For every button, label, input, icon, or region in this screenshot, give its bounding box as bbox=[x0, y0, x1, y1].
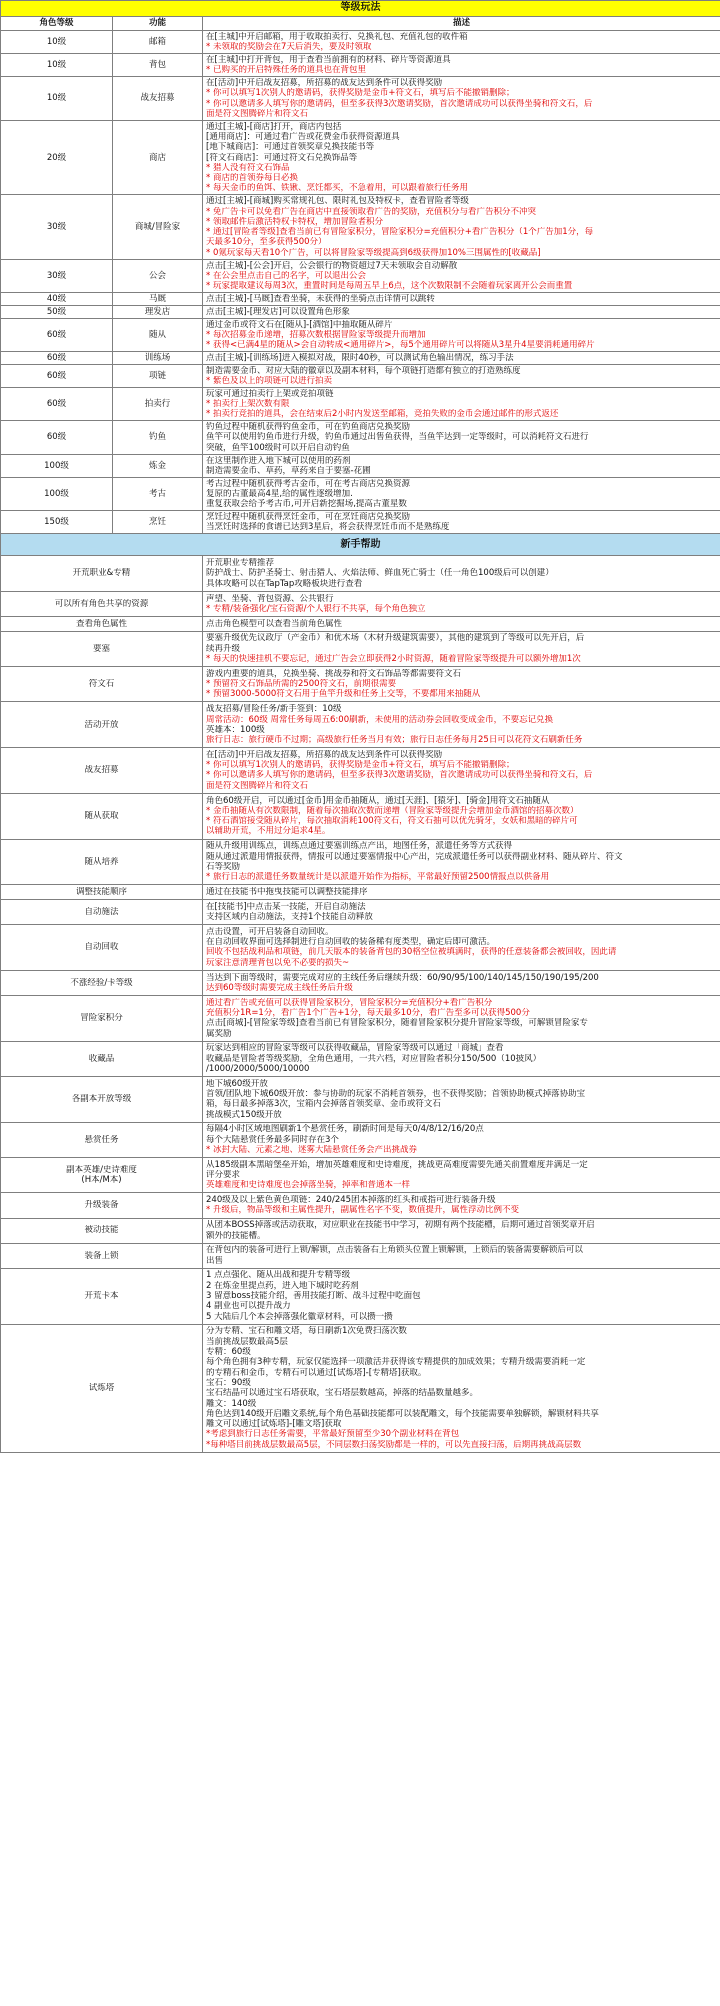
level-row bbox=[1, 120, 720, 195]
newbie-row bbox=[1, 995, 720, 1041]
level-row bbox=[1, 352, 720, 365]
topic-cell bbox=[1, 1158, 203, 1193]
description-line: 在背包内的装备可进行上锁/解锁，点击装备右上角锁头位置上锁解锁，上锁后的装备需要解锁后可以 bbox=[206, 1245, 583, 1256]
note-line: 通过看广告或充值可以获得冒险家积分，冒险家积分=充值积分+看广告积分 bbox=[206, 997, 493, 1008]
topic-label: 随从培养 bbox=[84, 856, 119, 867]
description-line: 突破，鱼竿100级时可以开启自动钓鱼 bbox=[206, 442, 350, 453]
topic-cell bbox=[1, 1268, 203, 1324]
level-cell: 100级 bbox=[1, 454, 113, 477]
function-cell: 拍卖行 bbox=[113, 388, 203, 421]
newbie-section-header bbox=[1, 534, 720, 556]
function-cell: 随从 bbox=[113, 318, 203, 351]
topic-cell bbox=[1, 1122, 203, 1157]
column-header-function: 功能 bbox=[113, 17, 203, 31]
description-line: 在[主城]中开启邮箱，用于收取拍卖行、兑换礼包、充值礼包的收件箱 bbox=[206, 31, 468, 42]
function-cell: 马厩 bbox=[113, 293, 203, 306]
function-cell: 考古 bbox=[113, 477, 203, 510]
description-line: 钓鱼过程中随机获得钓鱼金币，可在钓鱼商店兑换奖励 bbox=[206, 422, 411, 433]
newbie-row-description bbox=[203, 1324, 720, 1452]
note-line: * 预留符文石饰品所需的2500符文石，前期很需要 bbox=[206, 679, 397, 690]
newbie-section-title: 新手帮助 bbox=[1, 534, 720, 556]
topic-label: 收藏品 bbox=[88, 1053, 115, 1064]
level-row-description bbox=[203, 454, 720, 477]
topic-cell bbox=[1, 839, 203, 885]
topic-cell bbox=[1, 748, 203, 794]
level-row bbox=[1, 305, 720, 318]
newbie-row bbox=[1, 1243, 720, 1268]
function-cell: 炼金 bbox=[113, 454, 203, 477]
newbie-row-description bbox=[203, 631, 720, 666]
note-line: * 专精/装备强化/宝石资源/个人银行不共享，每个角色独立 bbox=[206, 603, 426, 614]
topic-label: 升级装备 bbox=[84, 1200, 119, 1211]
newbie-row-description bbox=[203, 591, 720, 616]
description-line: 游戏内重要的道具，兑换坐骑、挑战券和符文石饰品等都需要符文石 bbox=[206, 668, 462, 679]
note-line: 旅行日志：旅行硬币不过期；高级旅行任务当月有效；旅行日志任务每月25日可以花符文石刷新任务 bbox=[206, 735, 583, 746]
description-line: 专精：60级 bbox=[206, 1347, 251, 1358]
newbie-row-description bbox=[203, 748, 720, 794]
newbie-row-description bbox=[203, 793, 720, 839]
description-line: 复原的古董最高4星,给的属性逐级增加. bbox=[206, 488, 353, 499]
description-line: 评分要求 bbox=[206, 1170, 241, 1181]
newbie-row bbox=[1, 1041, 720, 1076]
note-line: 面是符文图腾碎片和符文石 bbox=[206, 108, 309, 119]
newbie-row-description bbox=[203, 885, 720, 900]
level-cell: 60级 bbox=[1, 421, 113, 454]
topic-label: 随从获取 bbox=[84, 811, 119, 822]
description-line: 制造需要金币、对应大陆的徽章以及副本材料，每个项链打造都有独立的打造熟练度 bbox=[206, 365, 521, 376]
newbie-row bbox=[1, 591, 720, 616]
newbie-row-description bbox=[203, 702, 720, 748]
description-line: 在[活动]中开启战友招募，所招募的战友达到条件可以获得奖励 bbox=[206, 77, 443, 88]
description-line: 额外的技能槽。 bbox=[206, 1230, 266, 1241]
newbie-row bbox=[1, 616, 720, 631]
level-row bbox=[1, 364, 720, 387]
newbie-row bbox=[1, 556, 720, 591]
description-line: 首领/团队地下城60级开放：参与协助的玩家不消耗首领券，也不获得奖励；首领协助模式掉落协助宝 bbox=[206, 1089, 586, 1099]
description-line: 5 大陆后几个本会掉落强化徽章材料，可以攒一攒 bbox=[206, 1311, 393, 1322]
level-row-description bbox=[203, 305, 720, 318]
level-row bbox=[1, 293, 720, 306]
description-line: 续再升级 bbox=[206, 643, 241, 654]
note-line: * 获得<已满4星的随从>会自动转成<通用碎片>，每5个通用碎片可以将随从3星升4星要消耗通用碎片 bbox=[206, 340, 595, 351]
topic-cell bbox=[1, 900, 203, 925]
description-line: 玩家达到相应的冒险家等级可以获得收藏品，冒险家等级可以通过「商城」查看 bbox=[206, 1043, 504, 1054]
description-line: /1000/2000/5000/10000 bbox=[206, 1063, 310, 1074]
description-line: 点击角色模型可以查看当前角色属性 bbox=[206, 618, 343, 629]
topic-cell bbox=[1, 1041, 203, 1076]
level-section-body bbox=[1, 1, 720, 534]
level-cell: 10级 bbox=[1, 31, 113, 54]
description-line: 在[活动]中开启战友招募，所招募的战友达到条件可以获得奖励 bbox=[206, 749, 443, 760]
topic-cell bbox=[1, 885, 203, 900]
topic-label: 各副本开放等级 bbox=[71, 1094, 132, 1105]
description-line: 点击[主城]-[公会]开启，公会银行的物资超过7天未领取会自动解散 bbox=[206, 260, 458, 271]
newbie-row bbox=[1, 1324, 720, 1452]
description-line: [通用商店]：可通过看广告或花费金币获得资源道具 bbox=[206, 131, 400, 142]
level-cell: 60级 bbox=[1, 388, 113, 421]
topic-label: 可以所有角色共享的资源 bbox=[54, 598, 149, 609]
level-cell: 30级 bbox=[1, 259, 113, 292]
description-line: [地下城商店]：可通过首领奖章兑换技能书等 bbox=[206, 142, 375, 153]
note-line: 充值积分1R=1分，看广告1个广告+1分，每天最多10分，看广告至多可以获得500分 bbox=[206, 1007, 530, 1018]
topic-cell bbox=[1, 556, 203, 591]
description-line: 从185级副本黑暗堡垒开始，增加英雄难度和史诗难度，挑战更高难度需要先通关前置难度并满足一定 bbox=[206, 1159, 588, 1170]
level-cell: 100级 bbox=[1, 477, 113, 510]
description-line: 点击设置，可开启装备自动回收。 bbox=[206, 926, 334, 937]
topic-cell bbox=[1, 1218, 203, 1243]
topic-cell bbox=[1, 616, 203, 631]
level-row-description bbox=[203, 54, 720, 77]
topic-cell bbox=[1, 1076, 203, 1122]
column-header-description: 描述 bbox=[203, 17, 720, 31]
newbie-row bbox=[1, 1076, 720, 1122]
note-line: * 领取邮件后激活特权卡特权，增加冒险者积分 bbox=[206, 216, 383, 227]
description-line: 在这里制作进入地下城可以使用的药剂 bbox=[206, 455, 351, 466]
description-line: 战友招募/冒险任务/新手签到：10级 bbox=[206, 704, 342, 715]
note-line: * 玩家提取建议每周3次，重置时间是每周五早上6点，这个次数限制不会随着玩家离开公会而重置 bbox=[206, 281, 573, 292]
level-row-description bbox=[203, 388, 720, 421]
level-cell: 150级 bbox=[1, 511, 113, 534]
description-line: 石等奖励 bbox=[206, 861, 241, 872]
level-cell: 40级 bbox=[1, 293, 113, 306]
description-line: 当烹饪时选择的食谱已达到3星后，将会获得烹饪币而不是熟练度 bbox=[206, 522, 450, 533]
topic-label: 副本英雄/史诗难度 bbox=[66, 1164, 137, 1175]
topic-label: 开荒职业&专精 bbox=[72, 568, 131, 579]
newbie-row bbox=[1, 900, 720, 925]
level-row-description bbox=[203, 318, 720, 351]
level-row bbox=[1, 259, 720, 292]
level-row bbox=[1, 388, 720, 421]
level-row bbox=[1, 477, 720, 510]
description-line: 分为专精、宝石和雕文塔，每日刷新1次免费扫荡次数 bbox=[206, 1326, 407, 1337]
description-line: 从团本BOSS掉落或活动获取，对应职业在技能书中学习，初期有两个技能槽，后期可通过首领奖章开启 bbox=[206, 1220, 595, 1231]
description-line: 宝石：90级 bbox=[206, 1377, 251, 1388]
newbie-row-description bbox=[203, 556, 720, 591]
note-line: * 每天的快速挂机不要忘记，通过广告会立即获得2小时资源，随着冒险家等级提升可以额外增加1次 bbox=[206, 654, 581, 665]
function-cell: 烹饪 bbox=[113, 511, 203, 534]
description-line: 在[主城]中打开背包，用于查看当前拥有的材料、碎片等资源道具 bbox=[206, 54, 451, 65]
newbie-row bbox=[1, 667, 720, 702]
description-line: 防护战士、防护圣骑士、射击猎人、火焰法师、鲜血死亡骑士（任一角色100级后可以创建） bbox=[206, 568, 554, 579]
level-row-description bbox=[203, 421, 720, 454]
note-line: * 你可以邀请多人填写你的邀请码，但至多获得3次邀请奖励，首次邀请成功可以获得坐骑和符文石，后 bbox=[206, 98, 593, 109]
newbie-row-description bbox=[203, 616, 720, 631]
function-cell: 商城/冒险家 bbox=[113, 195, 203, 259]
note-line: 玩家注意清理背包以免不必要的损失~ bbox=[206, 957, 350, 968]
newbie-row-description bbox=[203, 925, 720, 971]
newbie-row-description bbox=[203, 1158, 720, 1193]
topic-sublabel: (H本/M本) bbox=[81, 1175, 122, 1186]
description-line: 点击[商城]-[冒险家等级]查看当前已有冒险家积分，随着冒险家积分提升冒险家等级，可解锁冒险家专 bbox=[206, 1018, 588, 1029]
description-line: 雕文可以通过[试炼塔]-[雕文塔]获取 bbox=[206, 1419, 342, 1430]
level-row-description bbox=[203, 31, 720, 54]
note-line: * 金币抽随从有次数限制，随着每次抽取次数而递增（冒险家等级提升会增加金币酒馆的招募次数） bbox=[206, 805, 579, 816]
level-cell: 60级 bbox=[1, 352, 113, 365]
note-line: * 冰封大陆、元素之地、迷雾大陆悬赏任务会产出挑战券 bbox=[206, 1144, 417, 1155]
newbie-row bbox=[1, 631, 720, 666]
newbie-row-description bbox=[203, 667, 720, 702]
description-line: 要塞升级优先议政厅（产金币）和优木场（木材升级建筑需要），其他的建筑到了等级可以先开启，后 bbox=[206, 633, 585, 644]
note-line: * 猎人没有符文石饰品 bbox=[206, 162, 290, 173]
description-line: 制造需要金币、草药，草药来自于要塞-花圃 bbox=[206, 465, 371, 476]
topic-cell bbox=[1, 925, 203, 971]
note-line: * 免广告卡可以免看广告在商店中直接领取看广告的奖励，充值积分与看广告积分不冲突 bbox=[206, 206, 536, 217]
description-line: 开荒职业专精推荐 bbox=[206, 558, 275, 569]
function-cell: 理发店 bbox=[113, 305, 203, 318]
description-line: 随从升级用训练点，训练点通过要塞训练点产出，地图任务，派遣任务等方式获得 bbox=[206, 841, 513, 852]
newbie-row bbox=[1, 1268, 720, 1324]
description-line: 在自动回收界面可选择制进行自动回收的装备稀有度类型，确定后即可激活。 bbox=[206, 937, 496, 948]
note-line: * 你可以填写1次别人的邀请码，获得奖励是金币+符文石，填写后不能撤销删除； bbox=[206, 760, 515, 771]
level-row-description bbox=[203, 352, 720, 365]
note-line: * 预留3000-5000符文石用于鱼竿升级和任务上交等，不要都用来抽随从 bbox=[206, 689, 481, 700]
description-line: 每个大陆悬赏任务最多同时存在3个 bbox=[206, 1134, 339, 1145]
description-line: 随从通过派遣用情报获得，情报可以通过要塞情报中心产出，完成派遣任务可以获得副业材料、随从碎片、符文 bbox=[206, 851, 623, 862]
note-line: * 未领取的奖励会在7天后消失，要及时领取 bbox=[206, 42, 372, 53]
function-cell: 公会 bbox=[113, 259, 203, 292]
level-cell: 50级 bbox=[1, 305, 113, 318]
description-line: 点击[主城]-[马厩]查看坐骑，未获得的坐骑点击详情可以跳转 bbox=[206, 293, 435, 304]
topic-cell bbox=[1, 1324, 203, 1452]
description-line: 在[技能书]中点击某一技能，开启自动施法 bbox=[206, 901, 366, 912]
newbie-row bbox=[1, 885, 720, 900]
note-line: 英雄难度和史诗难度也会掉落坐骑，掉率和普通本一样 bbox=[206, 1180, 411, 1191]
newbie-row bbox=[1, 748, 720, 794]
level-row bbox=[1, 31, 720, 54]
level-row bbox=[1, 454, 720, 477]
level-row-description bbox=[203, 77, 720, 121]
description-line: 箱，每日最多掉落3次，宝箱内会掉落首领奖章、金币或符文石 bbox=[206, 1099, 441, 1110]
newbie-row bbox=[1, 793, 720, 839]
topic-cell bbox=[1, 1243, 203, 1268]
note-line: *每种塔目前挑战层数最高5层，不同层数扫荡奖励都是一样的，可以先直接扫荡，后期再挑战高层数 bbox=[206, 1439, 582, 1450]
newbie-row-description bbox=[203, 1218, 720, 1243]
newbie-row bbox=[1, 1122, 720, 1157]
description-line: 具体攻略可以在TapTap攻略板块进行查看 bbox=[206, 578, 363, 589]
newbie-row-description bbox=[203, 1041, 720, 1076]
level-row bbox=[1, 421, 720, 454]
function-cell: 钓鱼 bbox=[113, 421, 203, 454]
topic-cell bbox=[1, 793, 203, 839]
column-header-row bbox=[1, 17, 720, 31]
level-row bbox=[1, 54, 720, 77]
newbie-section-body bbox=[1, 534, 720, 1452]
description-line: 当达到下面等级时，需要完成对应的主线任务后继续升级：60/90/95/100/140/145/150/190/195/200 bbox=[206, 972, 599, 983]
description-line: 通过在技能书中拖曳技能可以调整技能排序 bbox=[206, 886, 368, 897]
note-line: * 0氪玩家每天看10个广告，可以将冒险家等级提高到6级获得加10%三围属性的[收藏品] bbox=[206, 247, 541, 258]
description-line: 角色60级开启，可以通过[金币]用金币抽随从，通过[天涯]、[猿牙]、[骑金]用符文石抽随从 bbox=[206, 795, 550, 806]
note-line: 达到60等级时需要完成主线任务后升级 bbox=[206, 982, 353, 993]
level-cell: 60级 bbox=[1, 364, 113, 387]
topic-cell bbox=[1, 591, 203, 616]
topic-label: 试炼塔 bbox=[88, 1383, 115, 1394]
newbie-row-description bbox=[203, 1243, 720, 1268]
topic-label: 自动回收 bbox=[84, 942, 119, 953]
newbie-row bbox=[1, 970, 720, 995]
topic-label: 要塞 bbox=[92, 643, 110, 654]
level-cell: 20级 bbox=[1, 120, 113, 195]
description-line: 支持区域内自动施法，支持1个技能自动释放 bbox=[206, 912, 373, 923]
description-line: 通过[主城]-[商店]打开，商店内包括 bbox=[206, 121, 342, 132]
newbie-row bbox=[1, 702, 720, 748]
level-row-description bbox=[203, 364, 720, 387]
description-line: 收藏品是冒险者等级奖励，全角色通用，一共六档，对应冒险者积分150/500（10披风） bbox=[206, 1053, 542, 1064]
description-line: 鱼竿可以使用钓鱼币进行升级，钓鱼币通过出售鱼获得，当鱼竿达到一定等级时，可以消耗符文石进行 bbox=[206, 432, 589, 443]
description-line: 出售 bbox=[206, 1255, 224, 1266]
topic-label: 查看角色属性 bbox=[75, 618, 127, 629]
description-line: 玩家可通过拍卖行上架或竞拍项链 bbox=[206, 388, 334, 399]
level-cell: 10级 bbox=[1, 54, 113, 77]
function-cell: 训练场 bbox=[113, 352, 203, 365]
level-cell: 10级 bbox=[1, 77, 113, 121]
topic-label: 战友招募 bbox=[84, 765, 119, 776]
topic-cell bbox=[1, 1193, 203, 1218]
description-line: 2 在炼金里提点药，进入地下城时吃药剂 bbox=[206, 1280, 359, 1291]
newbie-row-description bbox=[203, 970, 720, 995]
note-line: * 已购买的开启特殊任务的道具也在背包里 bbox=[206, 65, 366, 76]
description-line: 角色达到140级开启雕文系统,每个角色基础技能都可以装配雕文，每个技能需要单独解锁，解锁材料共享 bbox=[206, 1408, 599, 1419]
topic-label: 符文石 bbox=[88, 679, 115, 690]
description-line: 点击[主城]-[理发店]可以设置角色形象 bbox=[206, 306, 350, 317]
level-row-description bbox=[203, 195, 720, 259]
topic-label: 悬赏任务 bbox=[84, 1134, 119, 1145]
description-line: 3 留意boss技能介绍，善用技能打断、战斗过程中吃面包 bbox=[206, 1291, 421, 1302]
topic-label: 被动技能 bbox=[84, 1225, 119, 1236]
level-row-description bbox=[203, 511, 720, 534]
note-line: *考虑到旅行日志任务需要，平常最好预留至少30个副业材料在背包 bbox=[206, 1429, 460, 1440]
newbie-row-description bbox=[203, 1193, 720, 1218]
level-cell: 30级 bbox=[1, 195, 113, 259]
note-line: * 你可以填写1次别人的邀请码，获得奖励是金币+符文石，填写后不能撤销删除； bbox=[206, 88, 515, 99]
note-line: * 升级后，物品等级和主属性提升，副属性名字不变，数值提升，属性浮动比例不变 bbox=[206, 1205, 519, 1216]
description-line: 声望、坐骑、背包资源、公共银行 bbox=[206, 593, 334, 604]
level-row bbox=[1, 511, 720, 534]
note-line: * 每天金币的鱼饵、铁锹、烹饪都买，不急着用，可以跟着旅行任务用 bbox=[206, 183, 468, 194]
note-line: * 拍卖行上架次数有限 bbox=[206, 399, 290, 410]
note-line: 回收不包括战利品和项链，前几天版本的装备背包的30格空位被填满时，获得的任意装备都会被回收，因此请 bbox=[206, 947, 617, 958]
note-line: * 旅行日志的派遣任务数量统计是以派遣开始作为指标，平常最好预留2500情报点以供备用 bbox=[206, 872, 550, 883]
note-line: * 拍卖行竞拍的道具，会在结束后2小时内发送至邮箱，竞拍失败的金币会通过邮件的形式返还 bbox=[206, 409, 559, 420]
description-line: 的专精石和金币，专精石可以通过[试炼塔]-[专精塔]获取。 bbox=[206, 1367, 427, 1378]
topic-cell bbox=[1, 702, 203, 748]
level-row-description bbox=[203, 293, 720, 306]
note-line: * 符石酒馆接受随从碎片，每次抽取消耗100符文石，符文石抽可以优先骑牙，女妖和黑暗的碎片可 bbox=[206, 816, 578, 827]
level-section-title: 等级玩法 bbox=[1, 1, 720, 17]
description-line: 点击[主城]-[训练场]进入模拟对战，限时40秒，可以测试角色输出情况，练习手法 bbox=[206, 352, 514, 363]
function-cell: 项链 bbox=[113, 364, 203, 387]
column-header-level: 角色等级 bbox=[1, 17, 113, 31]
description-line: 4 副业也可以提升战力 bbox=[206, 1301, 291, 1312]
level-row bbox=[1, 195, 720, 259]
topic-label: 调整技能顺序 bbox=[75, 886, 127, 897]
level-row bbox=[1, 318, 720, 351]
note-line: 以辅助开荒，不用过分追求4星。 bbox=[206, 826, 331, 837]
function-cell: 背包 bbox=[113, 54, 203, 77]
description-line: 1 点点强化、随从出战和提升专精等级 bbox=[206, 1270, 351, 1281]
description-line: 宝石结晶可以通过宝石塔获取，宝石塔层数越高，掉落的结晶数量越多。 bbox=[206, 1388, 479, 1399]
description-line: 烹饪过程中随机获得烹饪金币，可在烹饪商店兑换奖励 bbox=[206, 512, 411, 523]
topic-cell bbox=[1, 970, 203, 995]
newbie-row-description bbox=[203, 1122, 720, 1157]
topic-label: 自动施法 bbox=[84, 906, 119, 917]
level-section-header bbox=[1, 1, 720, 17]
description-line: 通过金币或符文石在[随从]-[酒馆]中抽取随从碎片 bbox=[206, 319, 393, 330]
function-cell: 战友招募 bbox=[113, 77, 203, 121]
description-line: 雕文：140级 bbox=[206, 1398, 257, 1409]
level-row bbox=[1, 77, 720, 121]
topic-label: 活动开放 bbox=[84, 719, 119, 730]
topic-label: 不涨经验/卡等级 bbox=[70, 977, 133, 988]
description-line: 属奖励 bbox=[206, 1028, 232, 1039]
topic-cell bbox=[1, 667, 203, 702]
note-line: * 紫色及以上的项链可以进行拍卖 bbox=[206, 375, 332, 386]
newbie-row bbox=[1, 839, 720, 885]
description-line: 重复获取会给予考古币,可开启新挖掘场,提高古董星数 bbox=[206, 499, 407, 510]
note-line: * 通过[冒险者等级]查看当前已有冒险家积分，冒险家积分=充值积分+看广告积分（1个广告加1分，每 bbox=[206, 227, 594, 238]
description-line: 每隔4小时区域地图刷新1个悬赏任务，刷新时间是每天0/4/8/12/16/20点 bbox=[206, 1124, 484, 1135]
note-line: 面是符文图腾碎片和符文石 bbox=[206, 780, 309, 791]
newbie-row bbox=[1, 925, 720, 971]
description-line: [符文石商店]：可通过符文石兑换饰品等 bbox=[206, 152, 358, 163]
description-line: 每个角色拥有3种专精，玩家仅能选择一项激活并获得该专精提供的加成效果；专精升级需要消耗一定 bbox=[206, 1357, 586, 1368]
description-line: 英雄本：100级 bbox=[206, 724, 265, 735]
level-cell: 60级 bbox=[1, 318, 113, 351]
note-line: * 你可以邀请多人填写你的邀请码，但至多获得3次邀请奖励，首次邀请成功可以获得坐骑和符文石，后 bbox=[206, 770, 593, 781]
topic-label: 装备上锁 bbox=[84, 1250, 119, 1261]
newbie-row-description bbox=[203, 1076, 720, 1122]
level-row-description bbox=[203, 259, 720, 292]
newbie-row-description bbox=[203, 1268, 720, 1324]
description-line: 当前挑战层数最高5层 bbox=[206, 1336, 288, 1347]
newbie-row bbox=[1, 1193, 720, 1218]
note-line: 天最多10分，至多获得500分） bbox=[206, 237, 327, 248]
topic-label: 冒险家积分 bbox=[80, 1013, 123, 1024]
topic-cell bbox=[1, 995, 203, 1041]
topic-label: 开荒卡本 bbox=[84, 1291, 119, 1302]
note-line: 周常活动：60级 周常任务每周五6:00刷新，未使用的活动券会回收变成金币，不要忘记兑换 bbox=[206, 714, 554, 725]
newbie-row bbox=[1, 1218, 720, 1243]
description-line: 考古过程中随机获得考古金币，可在考古商店兑换资源 bbox=[206, 478, 411, 489]
description-line: 挑战模式150级开放 bbox=[206, 1109, 282, 1120]
description-line: 240级及以上紫色黄色项链：240/245团本掉落的红头和戒指可进行装备升级 bbox=[206, 1195, 496, 1206]
newbie-row-description bbox=[203, 995, 720, 1041]
level-row-description bbox=[203, 477, 720, 510]
note-line: * 在公会里点击自己的名字，可以退出公会 bbox=[206, 270, 366, 281]
note-line: * 每次招募金币递增，招募次数根据冒险家等级提升而增加 bbox=[206, 329, 426, 340]
newbie-row bbox=[1, 1158, 720, 1193]
description-line: 地下城60级开放 bbox=[206, 1078, 268, 1089]
description-line: 通过[主城]-[商城]购买常规礼包、限时礼包及特权卡，查看冒险者等级 bbox=[206, 196, 469, 207]
level-row-description bbox=[203, 120, 720, 195]
note-line: * 商店的首领券每日必换 bbox=[206, 173, 298, 184]
topic-cell bbox=[1, 631, 203, 666]
newbie-row-description bbox=[203, 839, 720, 885]
function-cell: 商店 bbox=[113, 120, 203, 195]
newbie-row-description bbox=[203, 900, 720, 925]
function-cell: 邮箱 bbox=[113, 31, 203, 54]
